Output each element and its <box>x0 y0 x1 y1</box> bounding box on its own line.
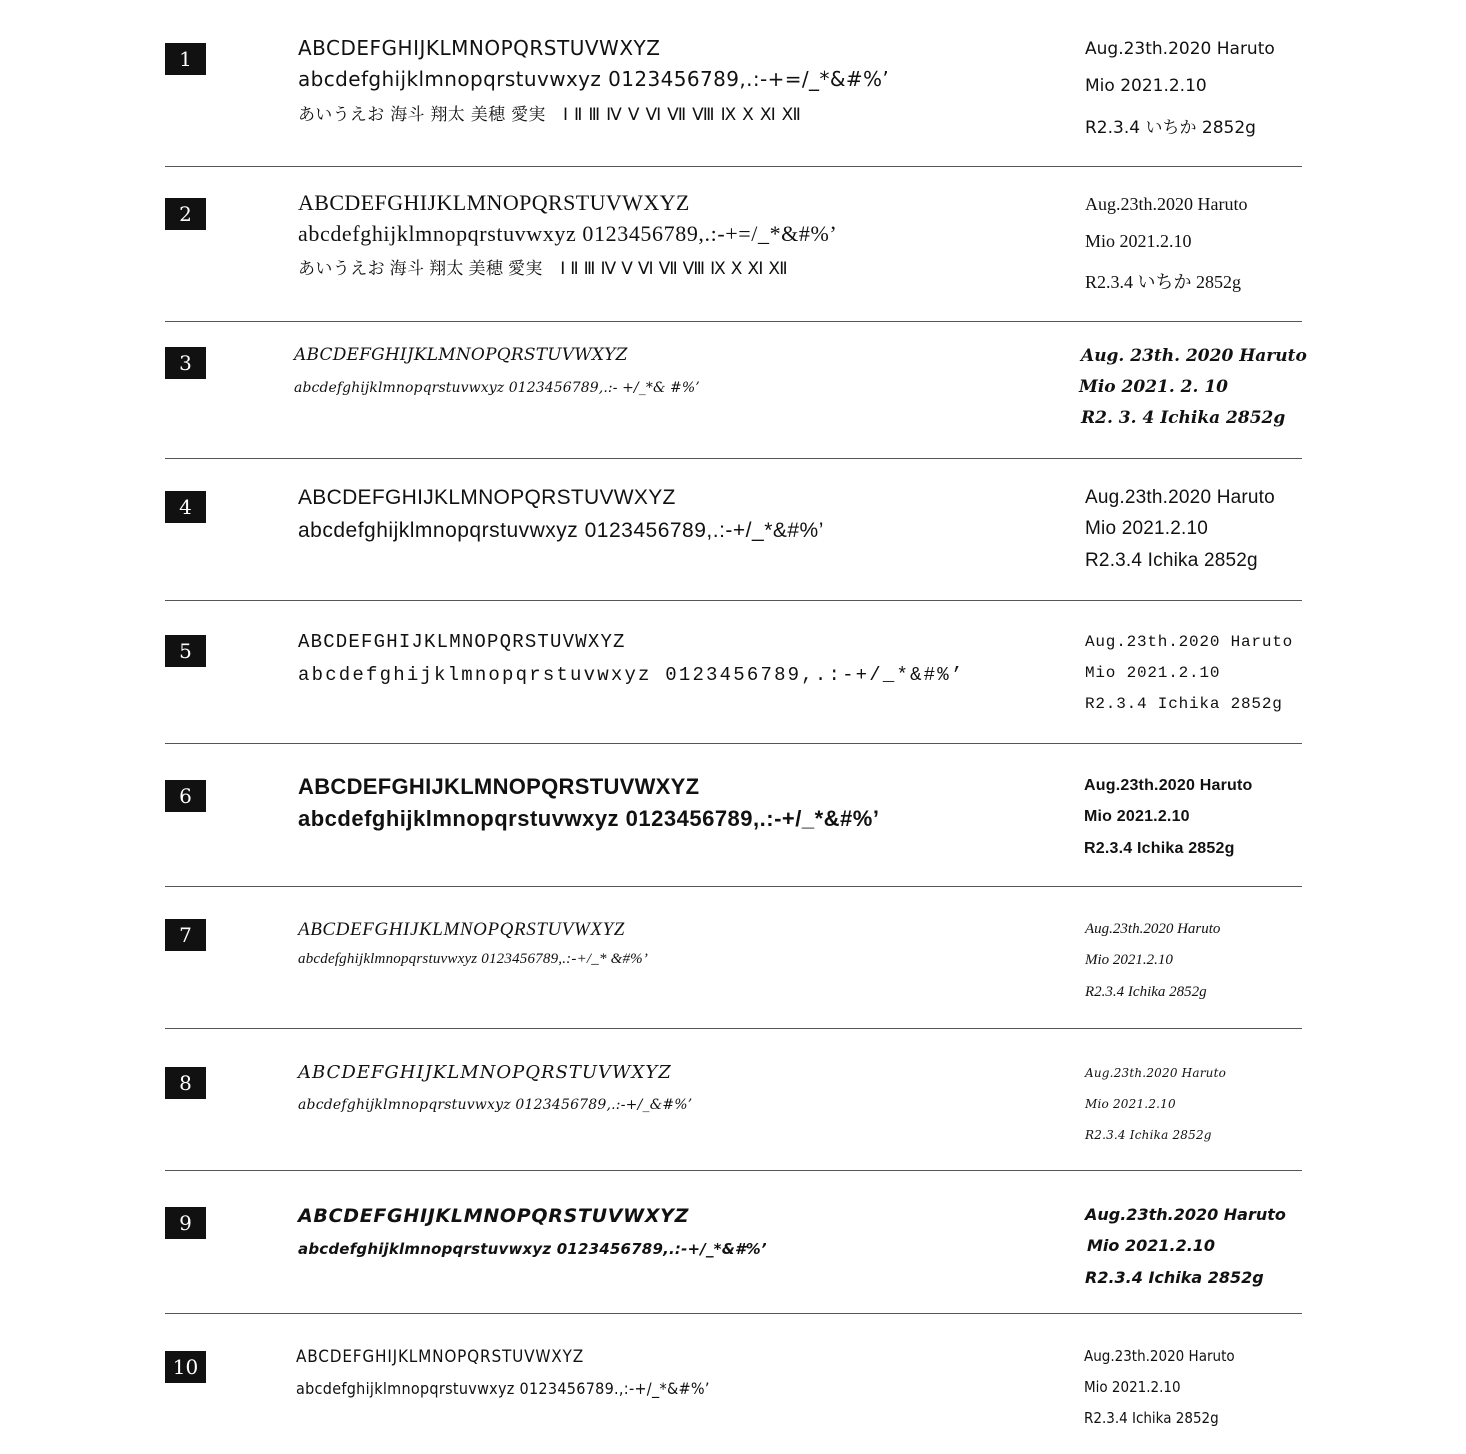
example-birth-record: R2. 3. 4 Ichika 2852g <box>1081 408 1286 428</box>
row-divider <box>165 600 1302 601</box>
example-date-name: Aug.23th.2020 Haruto <box>1085 1066 1227 1080</box>
example-birth-record: R2.3.4 Ichika 2852g <box>1085 550 1258 571</box>
example-name-date: Mio 2021. 2. 10 <box>1079 377 1229 397</box>
lowercase-digits-sample: abcdefghijklmnopqrstuvwxyz 0123456789.,:-+/_*&#%’ <box>296 1379 710 1398</box>
row-divider <box>165 166 1302 167</box>
sample-number-badge: 10 <box>165 1351 206 1383</box>
lowercase-digits-sample: abcdefghijklmnopqrstuvwxyz 0123456789,.:-+=/_*&#%’ <box>298 221 838 246</box>
japanese-numerals-sample: あいうえお 海斗 翔太 美穂 愛実 Ⅰ Ⅱ Ⅲ Ⅳ Ⅴ Ⅵ Ⅶ Ⅷ Ⅸ Ⅹ Ⅺ Ⅻ <box>298 105 802 125</box>
sample-number-badge: 1 <box>165 43 206 75</box>
uppercase-sample: ABCDEFGHIJKLMNOPQRSTUVWXYZ <box>298 631 626 653</box>
example-name-date: Mio 2021.2.10 <box>1084 1378 1181 1396</box>
uppercase-sample: ABCDEFGHIJKLMNOPQRSTUVWXYZ <box>298 919 625 940</box>
example-birth-record: R2.3.4 Ichika 2852g <box>1084 1409 1219 1427</box>
example-date-name: Aug.23th.2020 Haruto <box>1085 921 1221 937</box>
japanese-numerals-sample: あいうえお 海斗 翔太 美穂 愛実 Ⅰ Ⅱ Ⅲ Ⅳ Ⅴ Ⅵ Ⅶ Ⅷ Ⅸ Ⅹ Ⅺ Ⅻ <box>298 259 789 278</box>
example-name-date: Mio 2021.2.10 <box>1087 1236 1216 1255</box>
example-date-name: Aug.23th.2020 Haruto <box>1085 1205 1286 1224</box>
uppercase-sample: ABCDEFGHIJKLMNOPQRSTUVWXYZ <box>296 1347 584 1367</box>
example-birth-record: R2.3.4 Ichika 2852g <box>1085 1128 1212 1142</box>
sample-number-badge: 8 <box>165 1067 206 1099</box>
sample-number-badge: 2 <box>165 198 206 230</box>
example-date-name: Aug.23th.2020 Haruto <box>1085 39 1275 59</box>
example-date-name: Aug.23th.2020 Haruto <box>1084 1347 1235 1365</box>
example-date-name: Aug.23th.2020 Haruto <box>1084 777 1253 794</box>
example-date-name: Aug. 23th. 2020 Haruto <box>1081 346 1307 366</box>
uppercase-sample: ABCDEFGHIJKLMNOPQRSTUVWXYZ <box>298 36 661 60</box>
sample-number-badge: 9 <box>165 1207 206 1239</box>
example-birth-record: R2.3.4 Ichika 2852g <box>1085 1268 1264 1287</box>
uppercase-sample: ABCDEFGHIJKLMNOPQRSTUVWXYZ <box>298 486 676 509</box>
example-birth-record: R2.3.4 Ichika 2852g <box>1085 695 1283 713</box>
uppercase-sample: ABCDEFGHIJKLMNOPQRSTUVWXYZ <box>298 1062 672 1083</box>
uppercase-sample: ABCDEFGHIJKLMNOPQRSTUVWXYZ <box>298 190 690 215</box>
row-divider <box>165 1313 1302 1314</box>
row-divider <box>165 743 1302 744</box>
example-name-date: Mio 2021.2.10 <box>1085 1097 1176 1111</box>
example-name-date: Mio 2021.2.10 <box>1085 76 1207 96</box>
lowercase-digits-sample: abcdefghijklmnopqrstuvwxyz 0123456789,.:- +/_*& #%’ <box>294 380 700 396</box>
uppercase-sample: ABCDEFGHIJKLMNOPQRSTUVWXYZ <box>294 345 628 365</box>
example-name-date: Mio 2021.2.10 <box>1084 808 1190 825</box>
lowercase-digits-sample: abcdefghijklmnopqrstuvwxyz 0123456789,.:-+/_*&#%’ <box>298 519 824 542</box>
sample-number-badge: 6 <box>165 780 206 812</box>
example-birth-record: R2.3.4 いちか 2852g <box>1085 118 1256 138</box>
sample-number-badge: 5 <box>165 635 206 667</box>
row-divider <box>165 1170 1302 1171</box>
row-divider <box>165 1028 1302 1029</box>
example-birth-record: R2.3.4 Ichika 2852g <box>1085 984 1207 1000</box>
example-name-date: Mio 2021.2.10 <box>1085 952 1173 968</box>
row-divider <box>165 458 1302 459</box>
example-date-name: Aug.23th.2020 Haruto <box>1085 194 1248 214</box>
sample-number-badge: 4 <box>165 491 206 523</box>
lowercase-digits-sample: abcdefghijklmnopqrstuvwxyz 0123456789,.:-+=/_*&#%’ <box>298 67 890 91</box>
uppercase-sample: ABCDEFGHIJKLMNOPQRSTUVWXYZ <box>298 1205 690 1227</box>
lowercase-digits-sample: abcdefghijklmnopqrstuvwxyz 0123456789,.:-+/_*&#%’ <box>298 1240 767 1258</box>
example-birth-record: R2.3.4 Ichika 2852g <box>1084 840 1235 857</box>
example-date-name: Aug.23th.2020 Haruto <box>1085 633 1294 651</box>
lowercase-digits-sample: abcdefghijklmnopqrstuvwxyz 0123456789,.:-+/_*&#%’ <box>298 806 880 831</box>
example-name-date: Mio 2021.2.10 <box>1085 231 1192 251</box>
row-divider <box>165 886 1302 887</box>
example-name-date: Mio 2021.2.10 <box>1085 518 1209 539</box>
lowercase-digits-sample: abcdefghijklmnopqrstuvwxyz 0123456789,.:-+/_*&#%’ <box>298 664 965 686</box>
sample-number-badge: 3 <box>165 347 206 379</box>
example-date-name: Aug.23th.2020 Haruto <box>1085 487 1275 508</box>
example-birth-record: R2.3.4 いちか 2852g <box>1085 272 1242 292</box>
lowercase-digits-sample: abcdefghijklmnopqrstuvwxyz 0123456789,.:-+/_&#%’ <box>298 1097 693 1113</box>
sample-number-badge: 7 <box>165 919 206 951</box>
uppercase-sample: ABCDEFGHIJKLMNOPQRSTUVWXYZ <box>298 774 700 799</box>
row-divider <box>165 321 1302 322</box>
lowercase-digits-sample: abcdefghijklmnopqrstuvwxyz 0123456789,.:-+/_* &#%’ <box>298 951 649 967</box>
example-name-date: Mio 2021.2.10 <box>1085 664 1221 682</box>
